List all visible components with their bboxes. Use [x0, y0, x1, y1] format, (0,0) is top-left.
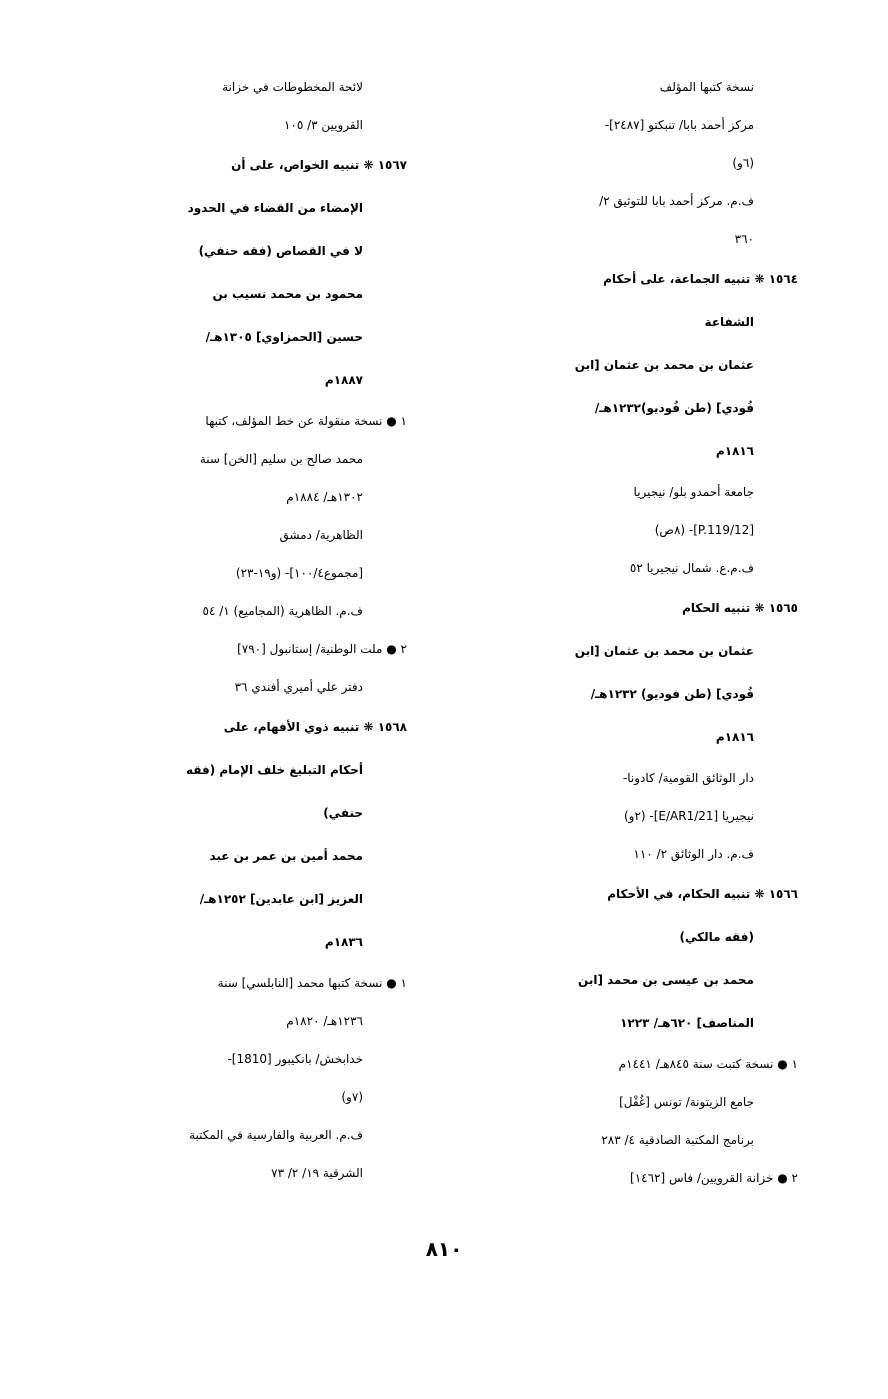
- right-column-line: جامع الزيتونة/ تونس [غُفْل]: [619, 1095, 754, 1109]
- right-column-line: مركز أحمد بابا/ تنبكتو [٢٤٨٧]-: [604, 118, 754, 132]
- left-column-line: ١ ● نسخة كتبها محمد [النابلسي] سنة: [217, 976, 407, 990]
- right-column-line: عثمان بن محمد بن عثمان [ابن: [574, 644, 754, 658]
- right-column-line: فُودي] (طن فوديو) ١٢٣٢هـ/: [590, 687, 754, 701]
- right-column-line: ١٥٦٦ ❋ تنبيه الحكام، في الأحكام: [607, 887, 798, 901]
- right-column-line: المناصف] ٦٢٠هـ/ ١٢٢٣: [620, 1016, 754, 1030]
- right-column-line: ٣٦٠: [734, 232, 754, 246]
- left-column-line: حنفي): [323, 806, 363, 820]
- left-column-line: القرويين ٣/ ١٠٥: [283, 118, 363, 132]
- left-column-line: الظاهرية/ دمشق: [279, 528, 363, 542]
- left-column-line: لائحة المخطوطات في خزانة: [222, 80, 363, 94]
- left-column: [62, 68, 407, 1192]
- right-column-line: ١٥٦٤ ❋ تنبيه الجماعة، على أحكام: [603, 272, 798, 286]
- left-column-line: العزيز [ابن عابدين] ١٢٥٢هـ/: [199, 892, 363, 906]
- left-column-line: (٧و): [341, 1090, 363, 1104]
- right-column-line: [P.119/12]- (٨ص): [654, 523, 754, 537]
- left-column-line: أحكام التبليغ خلف الإمام (فقه: [185, 763, 363, 777]
- left-column-line: الشرقية ١٩/ ٢/ ٧٣: [271, 1166, 363, 1180]
- left-column-line: [مجموع١٠٠/٤]- (و١٩-٢٣): [235, 566, 363, 580]
- left-column-line: ١٥٦٧ ❋ تنبيه الخواص، على أن: [231, 158, 407, 172]
- right-column-line: ف.م.ع. شمال نيجيريا ٥٢: [629, 561, 754, 575]
- right-column-line: ١٨١٦م: [715, 730, 754, 744]
- right-column-line: ف.م. دار الوثائق ٢/ ١١٠: [633, 847, 754, 861]
- right-column-line: فُودي] (طن فُوديو)١٢٣٢هـ/: [594, 401, 754, 415]
- right-column-line: نسخة كتبها المؤلف: [659, 80, 754, 94]
- right-column-line: الشفاعة: [704, 315, 754, 329]
- right-column-line: جامعة أحمدو بلو/ نيجيريا: [633, 485, 754, 499]
- left-column-line: محمد صالح بن سليم [الخن] سنة: [199, 452, 363, 466]
- left-column-line: ١٨٣٦م: [324, 935, 363, 949]
- left-column-line: ٢ ● ملت الوطنية/ إستانبول [٧٩٠]: [237, 642, 407, 656]
- right-column-line: (فقه مالكي): [679, 930, 754, 944]
- page-number: ٨١٠: [425, 1237, 463, 1261]
- left-column-line: محمود بن محمد نسيب بن: [212, 287, 363, 301]
- right-column: [438, 68, 798, 1197]
- left-column-line: ١٨٨٧م: [324, 373, 363, 387]
- right-column-line: محمد بن عيسى بن محمد [ابن: [578, 973, 754, 987]
- left-column-line: ١٣٠٢هـ/ ١٨٨٤م: [286, 490, 363, 504]
- right-column-line: دار الوثائق القومية/ كادونا-: [622, 771, 754, 785]
- left-column-line: محمد أمين بن عمر بن عبد: [209, 849, 363, 863]
- right-column-line: نيجيريا [E/AR1/21]- (٢و): [623, 809, 754, 823]
- right-column-line: ١٥٦٥ ❋ تنبيه الحكام: [682, 601, 798, 615]
- left-column-line: حسين [الحمزاوي] ١٣٠٥هـ/: [205, 330, 363, 344]
- left-column-line: ١ ● نسخة منقولة عن خط المؤلف، كتبها: [205, 414, 407, 428]
- right-column-line: ف.م. مركز أحمد بابا للتوثيق ٢/: [599, 194, 754, 208]
- right-column-line: عثمان بن محمد بن عثمان [ابن: [574, 358, 754, 372]
- right-column-line: ١ ● نسخة كتبت سنة ٨٤٥هـ/ ١٤٤١م: [618, 1057, 798, 1071]
- right-column-line: (٦و): [732, 156, 754, 170]
- right-column-line: برنامج المكتبة الصادقية ٤/ ٢٨٣: [601, 1133, 754, 1147]
- left-column-line: ١٥٦٨ ❋ تنبيه ذوي الأفهام، على: [223, 720, 407, 734]
- left-column-line: الإمضاء من القضاء في الحدود: [187, 201, 363, 215]
- left-column-line: دفتر علي أميري أفندي ٣٦: [234, 680, 363, 694]
- left-column-line: ف.م. العربية والفارسية في المكتبة: [189, 1128, 363, 1142]
- left-column-line: خدابخش/ بانكيبور [1810]-: [227, 1052, 363, 1066]
- right-column-line: ١٨١٦م: [715, 444, 754, 458]
- left-column-line: ١٢٣٦هـ/ ١٨٢٠م: [286, 1014, 363, 1028]
- left-column-line: لا في القصاص (فقه حنفي): [198, 244, 363, 258]
- right-column-line: ٢ ● خزانة القرويين/ فاس [١٤٦٢]: [630, 1171, 798, 1185]
- left-column-line: ف.م. الظاهرية (المجاميع) ١/ ٥٤: [202, 604, 363, 618]
